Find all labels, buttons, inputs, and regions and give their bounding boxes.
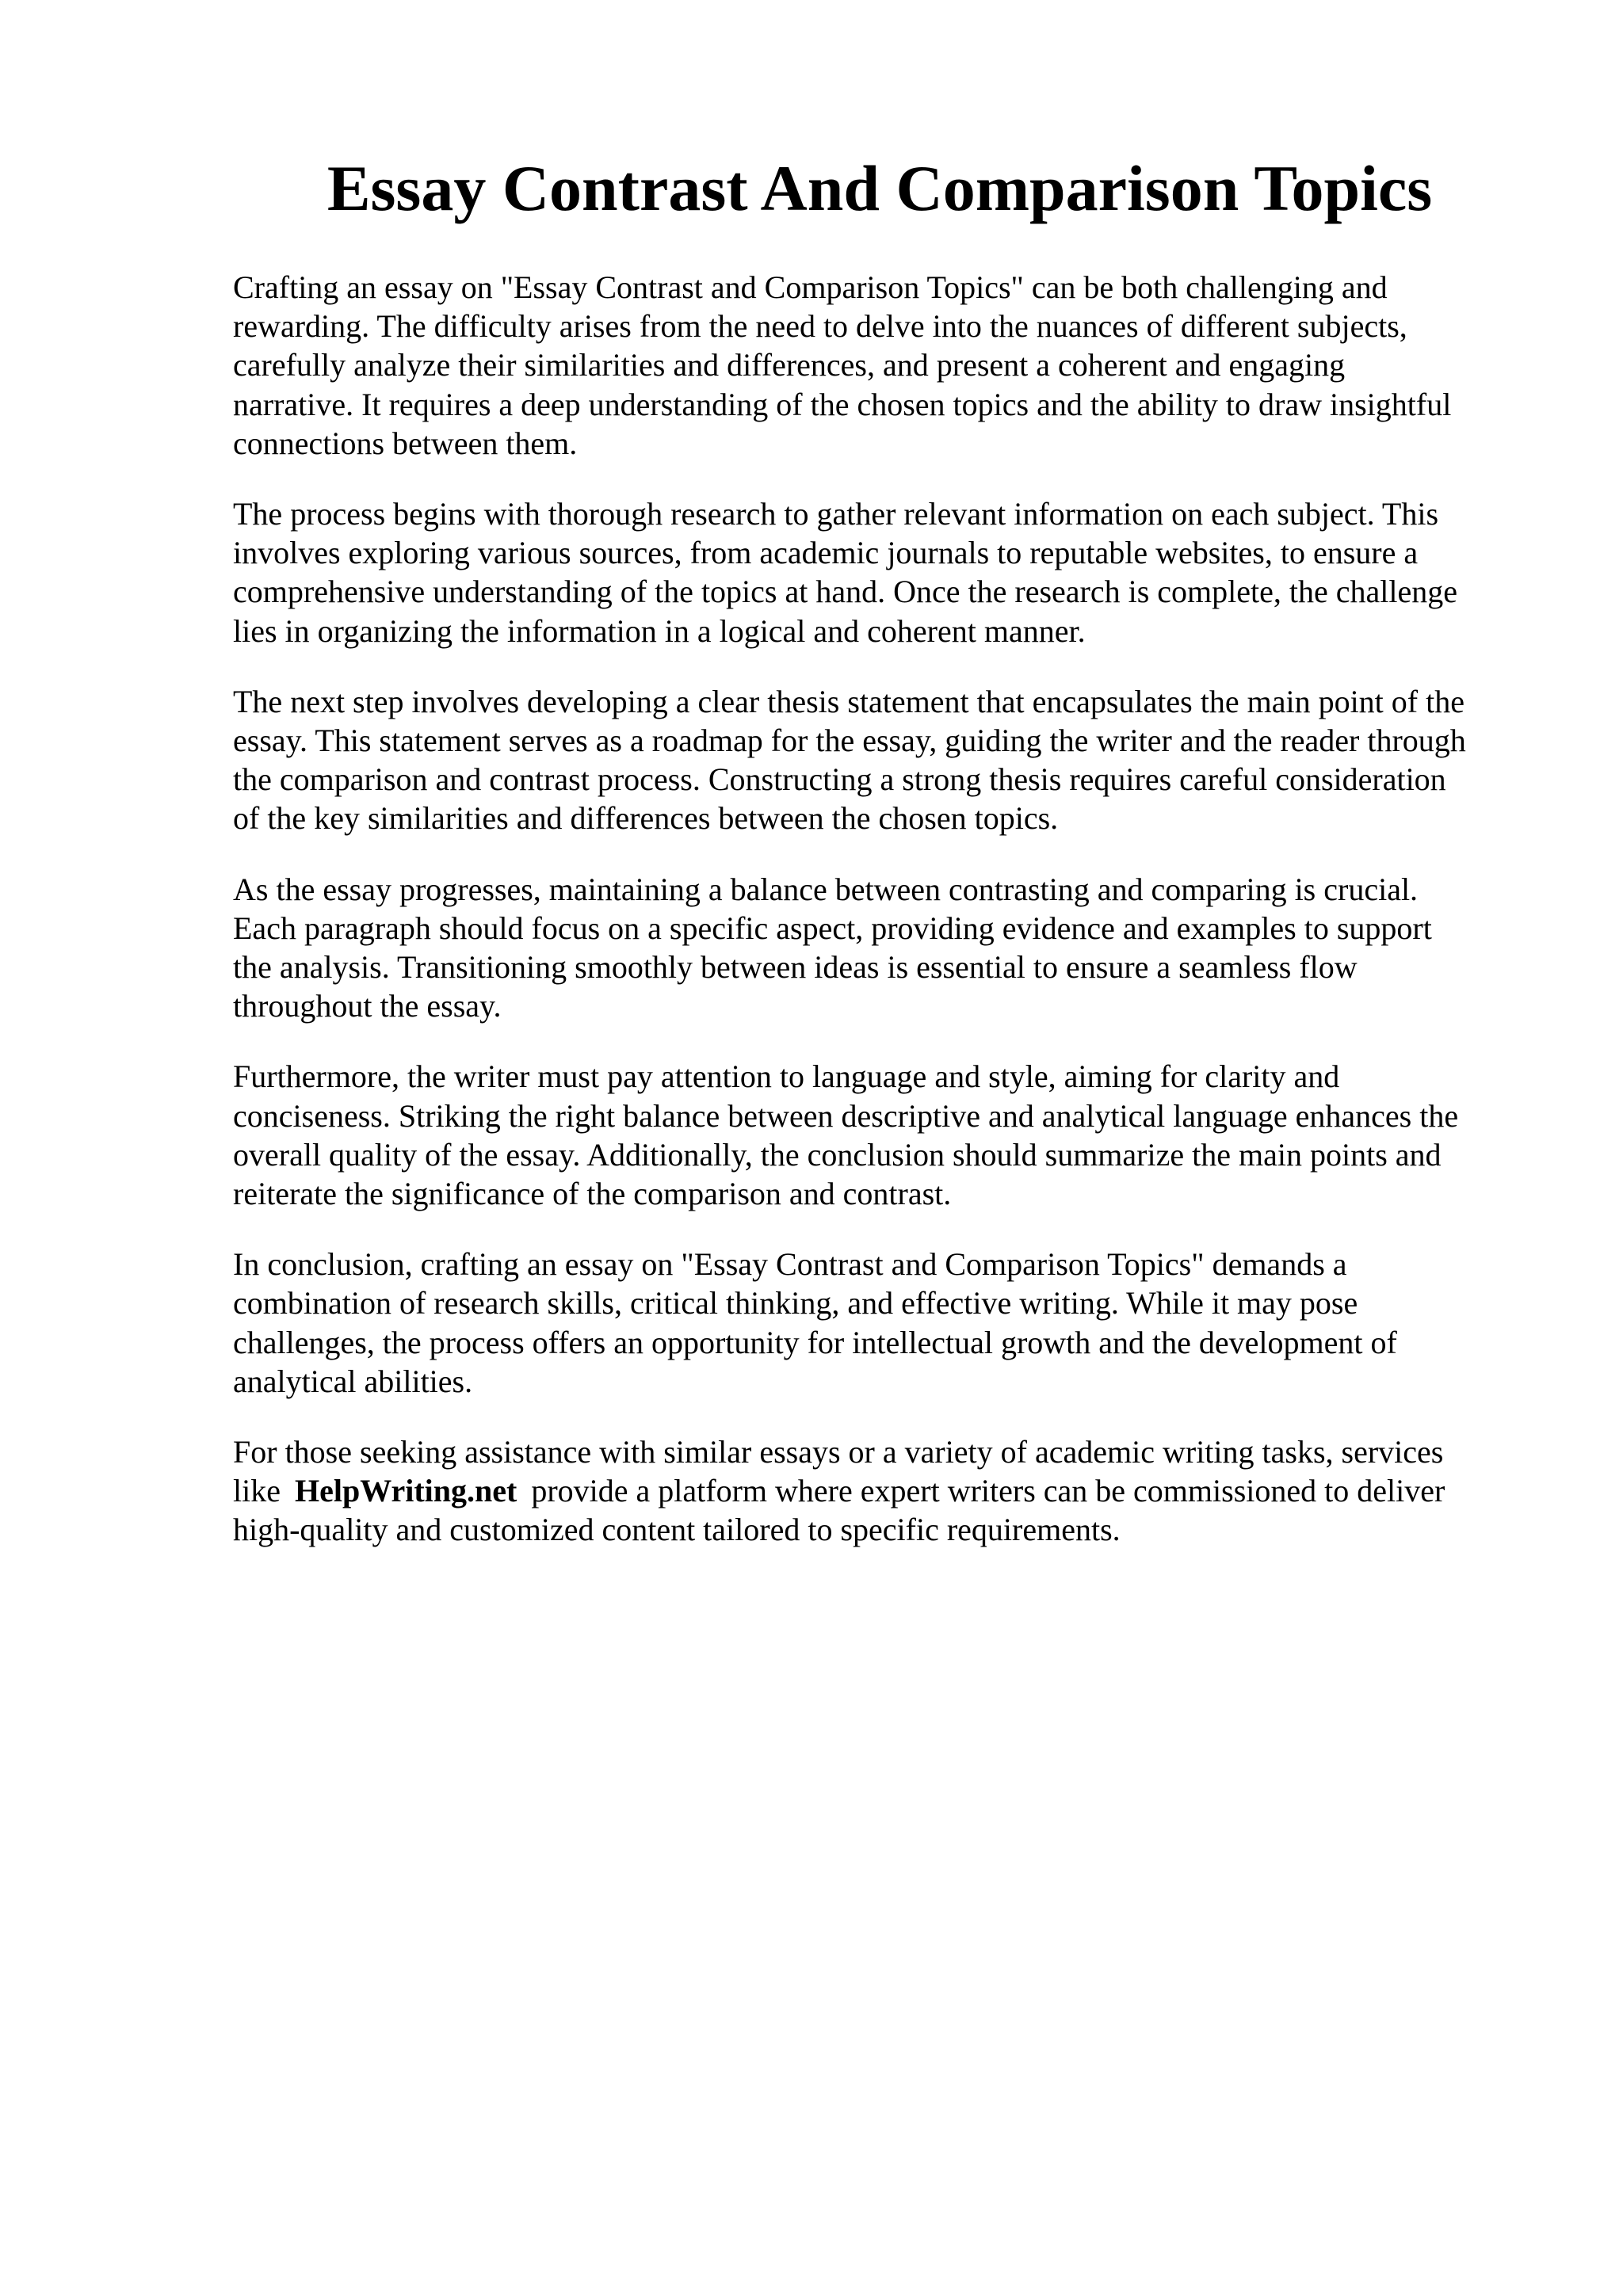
paragraph-fragment: like: [233, 1473, 281, 1509]
document-body: [233, 268, 1533, 1581]
paragraph-line: Crafting an essay on "Essay Contrast and Comparison Topics" can be both challenging and: [233, 269, 1388, 305]
paragraph-line: reiterate the significance of the comparison and contrast.: [233, 1176, 952, 1212]
document-title: Essay Contrast And Comparison Topics: [327, 152, 1433, 224]
paragraph-6: [233, 1245, 1533, 1401]
paragraph-line-with-brand: [233, 1471, 1533, 1510]
paragraph-line: Furthermore, the writer must pay attention to language and style, aiming for clarity and: [233, 1058, 1340, 1095]
paragraph-line: challenges, the process offers an opportunity for intellectual growth and the development of: [233, 1324, 1397, 1360]
paragraph-4: [233, 870, 1533, 1026]
paragraph-line: high-quality and customized content tailored to specific requirements.: [233, 1512, 1121, 1548]
paragraph-line: the analysis. Transitioning smoothly between ideas is essential to ensure a seamless flow: [233, 949, 1358, 986]
paragraph-line: the comparison and contrast process. Constructing a strong thesis requires careful consideration: [233, 761, 1446, 798]
paragraph-line: As the essay progresses, maintaining a balance between contrasting and comparing is crucial.: [233, 871, 1419, 907]
paragraph-line: narrative. It requires a deep understanding of the chosen topics and the ability to draw insightful: [233, 386, 1452, 422]
paragraph-line: overall quality of the essay. Additionally, the conclusion should summarize the main points and: [233, 1136, 1442, 1173]
paragraph-line: carefully analyze their similarities and differences, and present a coherent and engaging: [233, 347, 1346, 383]
paragraph-fragment: provide a platform where expert writers can be commissioned to deliver: [531, 1473, 1445, 1509]
paragraph-line: essay. This statement serves as a roadmap for the essay, guiding the writer and the reader through: [233, 723, 1466, 759]
paragraph-line: comprehensive understanding of the topics at hand. Once the research is complete, the challenge: [233, 574, 1457, 610]
paragraph-line: connections between them.: [233, 425, 578, 461]
paragraph-line: combination of research skills, critical thinking, and effective writing. While it may pose: [233, 1285, 1358, 1322]
paragraph-line: analytical abilities.: [233, 1363, 473, 1399]
paragraph-line: involves exploring various sources, from academic journals to reputable websites, to ensure a: [233, 535, 1419, 571]
paragraph-line: conciseness. Striking the right balance between descriptive and analytical language enhances the: [233, 1097, 1459, 1134]
paragraph-line: lies in organizing the information in a logical and coherent manner.: [233, 612, 1086, 649]
paragraph-line: The next step involves developing a clear thesis statement that encapsulates the main point of the: [233, 683, 1465, 719]
paragraph-7: [233, 1432, 1533, 1550]
paragraph-line: In conclusion, crafting an essay on "Essay Contrast and Comparison Topics" demands a: [233, 1246, 1347, 1283]
paragraph-5: [233, 1057, 1533, 1213]
paragraph-line: throughout the essay.: [233, 988, 502, 1024]
paragraph-line: The process begins with thorough research to gather relevant information on each subject. This: [233, 496, 1439, 532]
paragraph-line: Each paragraph should focus on a specific aspect, providing evidence and examples to support: [233, 910, 1432, 946]
paragraph-line: rewarding. The difficulty arises from the need to delve into the nuances of different subjects,: [233, 308, 1407, 345]
paragraph-line: For those seeking assistance with similar essays or a variety of academic writing tasks, services: [233, 1434, 1444, 1470]
paragraph-line: of the key similarities and differences between the chosen topics.: [233, 800, 1059, 837]
paragraph-1: [233, 268, 1533, 463]
paragraph-2: [233, 494, 1533, 650]
paragraph-3: [233, 682, 1533, 838]
brand-name: HelpWriting.net: [294, 1473, 517, 1509]
